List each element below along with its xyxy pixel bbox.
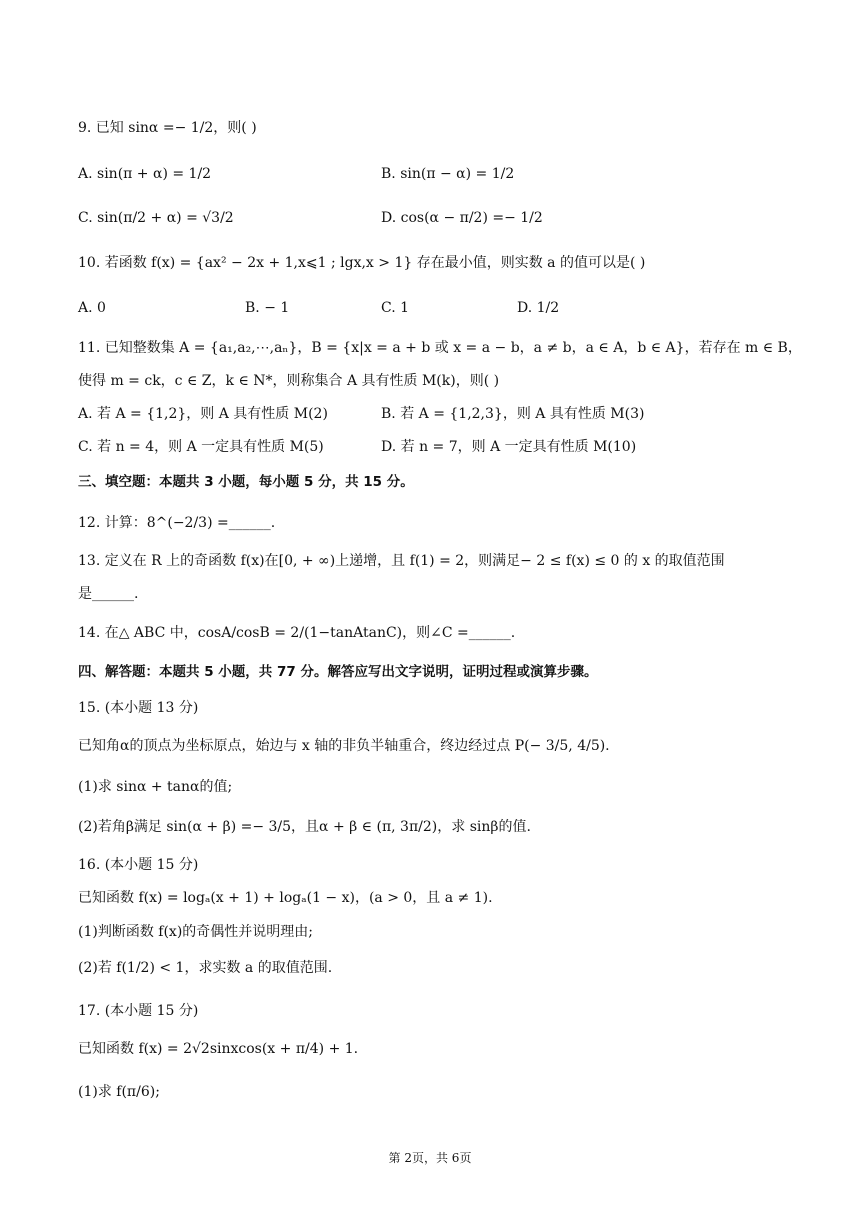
question-15-header: 15. (本小题 13 分) (78, 700, 199, 716)
page-footer: 第 2页，共 6页 (388, 1151, 472, 1165)
question-9: 9. 已知 sinα =− 1/2，则( ) (78, 120, 257, 136)
q9-option-a: A. sin(π + α) = 1/2 (78, 166, 212, 182)
section-4-heading: 四、解答题：本题共 5 小题，共 77 分。解答应写出文字说明，证明过程或演算步骤。 (78, 664, 598, 680)
question-15-text: 已知角α的顶点为坐标原点，始边与 x 轴的非负半轴重合，终边经过点 P(− 3/5, 4/5). (78, 738, 610, 754)
question-17-part-1: (1)求 f(π/6); (78, 1084, 160, 1100)
q10-option-a: A. 0 (78, 300, 106, 316)
q11-option-d: D. 若 n = 7，则 A 一定具有性质 M(10) (381, 439, 637, 455)
q9-option-d: D. cos(α − π/2) =− 1/2 (381, 210, 543, 226)
q9-option-b: B. sin(π − α) = 1/2 (381, 166, 515, 182)
q9-option-c: C. sin(π/2 + α) = √3/2 (78, 210, 234, 226)
question-10: 10. 若函数 f(x) = {ax² − 2x + 1,x⩽1 ; lgx,x > 1} 存在最小值，则实数 a 的值可以是( ) (78, 255, 646, 271)
question-12: 12. 计算：8^(−2/3) =______. (78, 515, 276, 531)
question-16-header: 16. (本小题 15 分) (78, 857, 199, 873)
q10-option-d: D. 1/2 (517, 300, 560, 316)
section-3-heading: 三、填空题：本题共 3 小题，每小题 5 分，共 15 分。 (78, 474, 414, 490)
q11-option-b: B. 若 A = {1,2,3}，则 A 具有性质 M(3) (381, 406, 645, 422)
q11-option-c: C. 若 n = 4，则 A 一定具有性质 M(5) (78, 439, 324, 455)
q10-option-c: C. 1 (381, 300, 410, 316)
q10-option-b: B. − 1 (245, 300, 290, 316)
question-15-part-2: (2)若角β满足 sin(α + β) =− 3/5，且α + β ∈ (π, 3π/2)，求 sinβ的值. (78, 819, 531, 835)
question-17-header: 17. (本小题 15 分) (78, 1003, 199, 1019)
question-11-cont: 使得 m = ck，c ∈ Z，k ∈ N*，则称集合 A 具有性质 M(k)，则( ) (78, 373, 500, 389)
question-16-part-1: (1)判断函数 f(x)的奇偶性并说明理由; (78, 924, 313, 940)
question-11: 11. 已知整数集 A = {a₁,a₂,⋯,aₙ}，B = {x|x = a + b 或 x = a − b，a ≠ b，a ∈ A，b ∈ A}，若存在 m ∈ B， (78, 340, 802, 356)
question-17-text: 已知函数 f(x) = 2√2sinxcos(x + π/4) + 1. (78, 1041, 359, 1057)
question-15-part-1: (1)求 sinα + tanα的值; (78, 779, 233, 795)
question-14: 14. 在△ ABC 中，cosA/cosB = 2/(1−tanAtanC)，则∠C =______. (78, 625, 516, 641)
q11-option-a: A. 若 A = {1,2}，则 A 具有性质 M(2) (78, 406, 328, 422)
question-13-cont: 是______. (78, 586, 139, 602)
question-13: 13. 定义在 R 上的奇函数 f(x)在[0, + ∞)上递增，且 f(1) = 2，则满足− 2 ≤ f(x) ≤ 0 的 x 的取值范围 (78, 553, 725, 569)
question-16-text: 已知函数 f(x) = logₐ(x + 1) + logₐ(1 − x)，(a > 0，且 a ≠ 1). (78, 890, 493, 906)
question-16-part-2: (2)若 f(1/2) < 1，求实数 a 的取值范围. (78, 960, 333, 976)
